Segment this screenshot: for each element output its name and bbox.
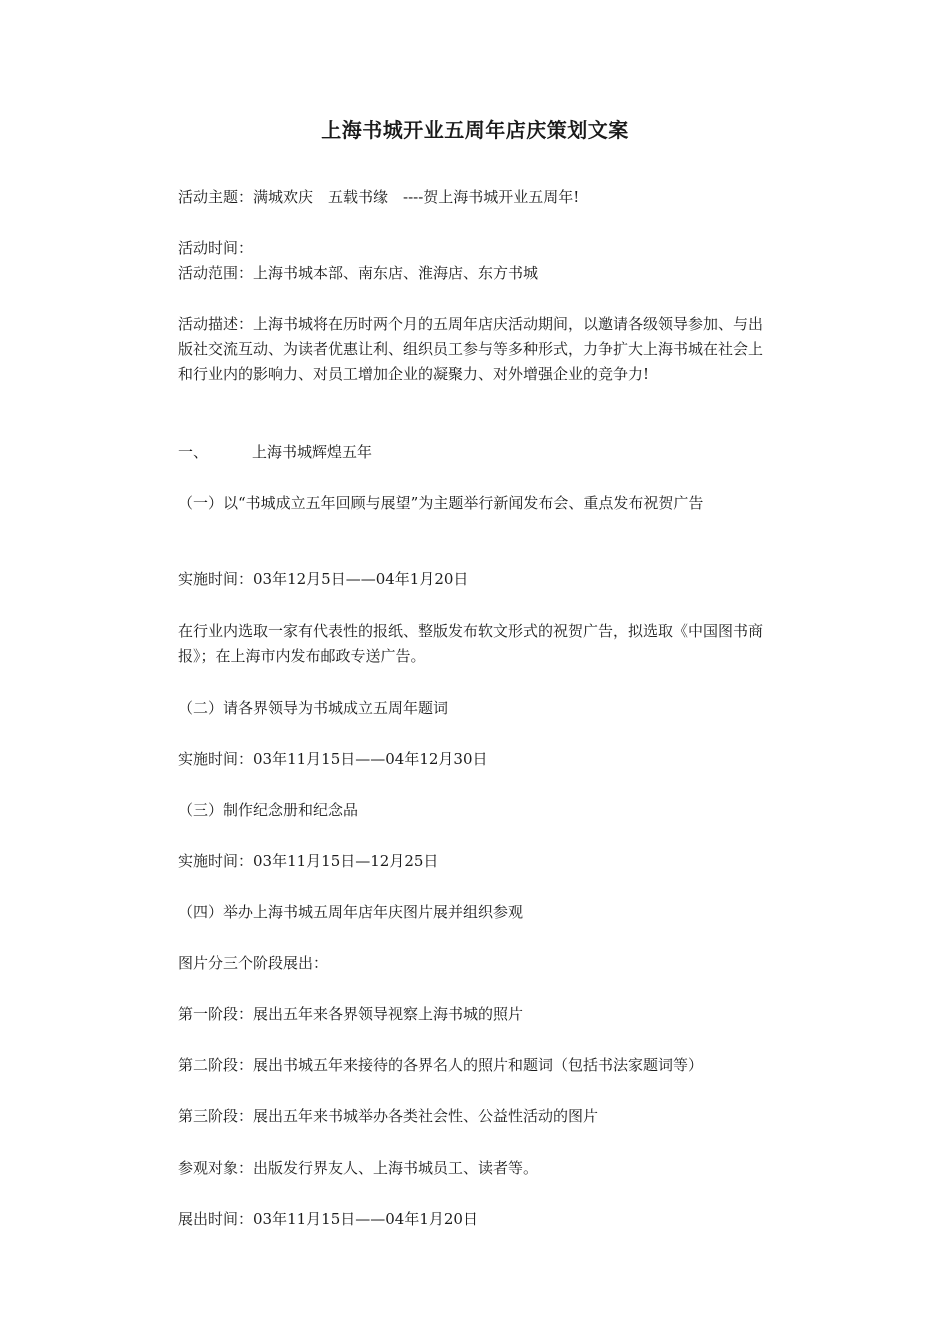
item-2-heading: （二）请各界领导为书城成立五周年题词	[178, 699, 449, 717]
visitors: 参观对象：出版发行界友人、上海书城员工、读者等。	[178, 1159, 539, 1177]
section-number: 一、	[178, 443, 209, 461]
item-1-time: 实施时间：03年12月5日——04年1月20日	[178, 570, 469, 588]
activity-description: 活动描述：上海书城将在历时两个月的五周年店庆活动期间，以邀请各级领导参加、与出版社交流互动、为读者优惠让利、组织员工参与等多种形式，力争扩大上海书城在社会上和行业内的影响力、对员工增加企业的凝聚力、对外增强企业的竞争力!	[178, 315, 764, 383]
item-3-heading: （三）制作纪念册和纪念品	[178, 801, 359, 819]
item-1-heading: （一）以“书城成立五年回顾与展望”为主题举行新闻发布会、重点发布祝贺广告	[178, 494, 704, 512]
item-4-heading: （四）举办上海书城五周年店年庆图片展并组织参观	[178, 903, 524, 921]
stage-1: 第一阶段：展出五年来各界领导视察上海书城的照片	[178, 1005, 524, 1023]
stage-3: 第三阶段：展出五年来书城举办各类社会性、公益性活动的图片	[178, 1107, 599, 1125]
document-title: 上海书城开业五周年店庆策划文案	[321, 118, 629, 142]
exhibit-time: 展出时间：03年11月15日——04年1月20日	[178, 1210, 478, 1228]
stage-2: 第二阶段：展出书城五年来接待的各界名人的照片和题词（包括书法家题词等）	[178, 1056, 704, 1074]
section-heading-1	[178, 440, 770, 465]
item-1-detail: 在行业内选取一家有代表性的报纸、整版发布软文形式的祝贺广告，拟选取《中国图书商报》；在上海市内发布邮政专送广告。	[178, 622, 764, 665]
item-3-time: 实施时间：03年11月15日—12月25日	[178, 852, 439, 870]
activity-time: 活动时间：	[178, 239, 254, 257]
activity-scope: 活动范围：上海书城本部、南东店、淮海店、东方书城	[178, 264, 539, 282]
section-title: 上海书城辉煌五年	[252, 443, 373, 461]
stages-intro: 图片分三个阶段展出：	[178, 954, 329, 972]
activity-theme: 活动主题：满城欢庆 五载书缘 ----贺上海书城开业五周年!	[178, 188, 580, 206]
item-2-time: 实施时间：03年11月15日——04年12月30日	[178, 750, 488, 768]
